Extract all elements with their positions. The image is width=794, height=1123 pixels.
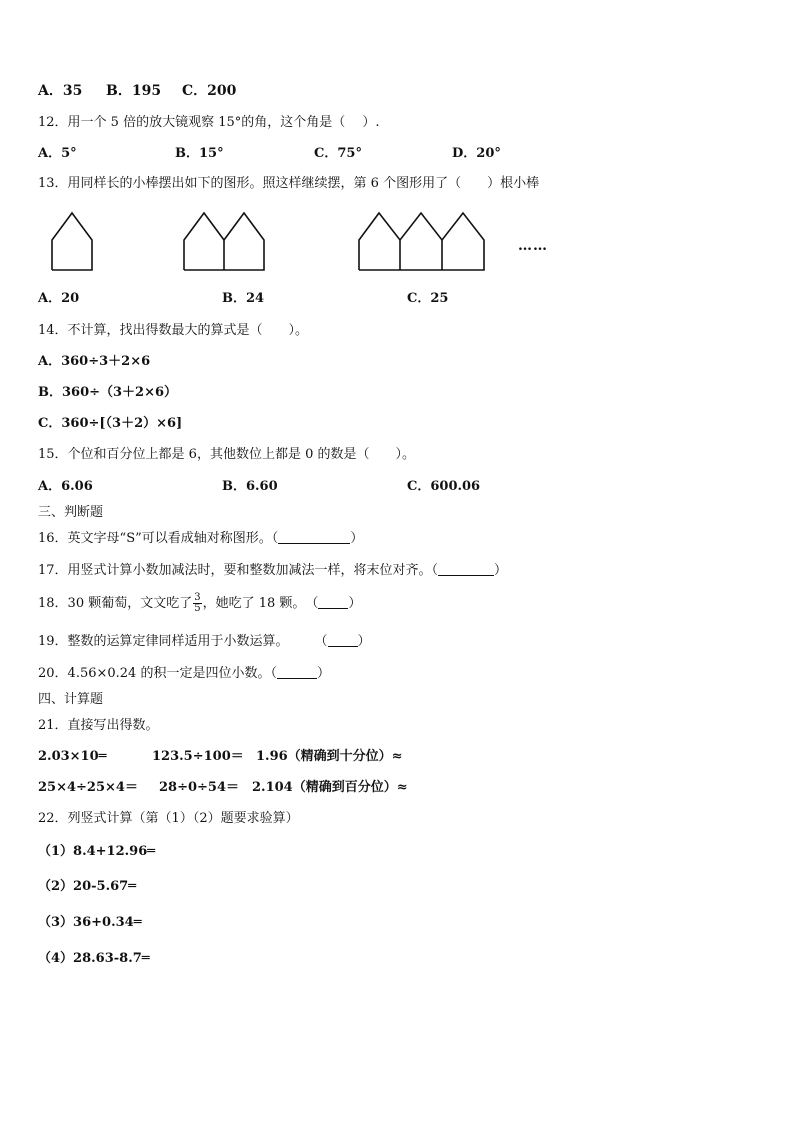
section-heading-calculation: 四、计算题 xyxy=(38,692,104,707)
fraction-denominator: 5 xyxy=(194,603,201,614)
q15-option-c: C．600.06 xyxy=(407,479,481,494)
q19-answer-blank[interactable] xyxy=(328,634,358,647)
q20-stem: 20．4.56×0.24 的积一定是四位小数。（ xyxy=(38,666,277,681)
q12-stem: 12．用一个 5 倍的放大镜观察 15°的角，这个角是（ ）. xyxy=(38,115,380,130)
q16-text xyxy=(38,530,363,548)
q22-item-1: （1）8.4+12.96═ xyxy=(38,844,156,859)
q22-item-4: （4）28.63-8.7═ xyxy=(38,951,150,966)
q12-option-d: D．20° xyxy=(452,146,501,161)
q13-option-b: B．24 xyxy=(222,291,265,306)
q19-text xyxy=(38,633,371,651)
q13-stem-before: 13．用同样长的小棒摆出如下的图形。照这样继续摆，第 6 个图形用了（ xyxy=(38,176,462,191)
q16-answer-blank[interactable] xyxy=(278,531,350,544)
house-figure-2 xyxy=(184,213,264,270)
q18-text xyxy=(38,592,361,616)
q19-stem: 19．整数的运算定律同样适用于小数运算。 （ xyxy=(38,634,328,649)
q19-close: ） xyxy=(357,634,371,649)
q15-stem: 15．个位和百分位上都是 6，其他数位上都是 0 的数是（ ）。 xyxy=(38,447,415,462)
house-figure-3 xyxy=(359,213,484,270)
q11-option-a: A．35 xyxy=(38,83,83,99)
q11-option-b: B．195 xyxy=(106,83,162,99)
q12-option-b: B．15° xyxy=(175,146,224,161)
fraction-numerator: 3 xyxy=(194,592,201,603)
q13-option-a: A．20 xyxy=(38,291,80,306)
q15-option-a: A．6.06 xyxy=(38,479,93,494)
q18-fraction xyxy=(193,593,201,614)
q20-text xyxy=(38,665,330,683)
q22-item-3: （3）36+0.34═ xyxy=(38,915,142,930)
q12-option-a: A．5° xyxy=(38,146,77,161)
q13-figures xyxy=(0,0,794,300)
q13-stem-after: ）根小棒 xyxy=(487,176,540,191)
q21-item: 2.104（精确到百分位）≈ xyxy=(252,780,408,795)
q22-stem: 22．列竖式计算（第（1）（2）题要求验算） xyxy=(38,811,299,826)
section-heading-judgement: 三、判断题 xyxy=(38,505,104,520)
q21-item: 1.96（精确到十分位）≈ xyxy=(256,749,403,764)
q11-option-c: C．200 xyxy=(182,83,237,99)
q21-item: 2.03×10═ xyxy=(38,749,107,764)
q21-item: 28÷0÷54＝ xyxy=(159,780,240,795)
house-figure-1 xyxy=(52,213,92,270)
q21-stem: 21．直接写出得数。 xyxy=(38,718,159,733)
q14-option-c: C．360÷[（3＋2）×6] xyxy=(38,416,183,431)
q14-stem: 14．不计算，找出得数最大的算式是（ ）。 xyxy=(38,323,309,338)
q17-close: ） xyxy=(494,563,508,578)
q18-stem-pre: 18．30 颗葡萄，文文吃了 xyxy=(38,596,193,611)
q21-item: 123.5÷100＝ xyxy=(152,749,244,764)
q15-option-b: B．6.60 xyxy=(222,479,278,494)
q16-close: ） xyxy=(350,531,364,546)
q17-answer-blank[interactable] xyxy=(438,563,494,576)
q17-text xyxy=(38,562,507,580)
q14-option-b: B．360÷（3＋2×6） xyxy=(38,385,178,400)
q22-item-2: （2）20-5.67═ xyxy=(38,879,137,894)
q18-close: ） xyxy=(348,596,362,611)
q20-answer-blank[interactable] xyxy=(277,666,317,679)
q16-stem: 16．英文字母“S”可以看成轴对称图形。（ xyxy=(38,531,279,546)
q20-close: ） xyxy=(316,666,330,681)
q18-answer-blank[interactable] xyxy=(318,596,348,609)
q17-stem: 17．用竖式计算小数加减法时，要和整数加减法一样，将末位对齐。（ xyxy=(38,563,439,578)
q18-stem-post: ，她吃了 18 颗。 （ xyxy=(202,596,319,611)
q21-item: 25×4÷25×4＝ xyxy=(38,780,138,795)
q13-ellipsis: …… xyxy=(518,238,548,254)
q14-option-a: A．360÷3＋2×6 xyxy=(38,354,151,369)
q13-option-c: C．25 xyxy=(407,291,449,306)
q12-option-c: C．75° xyxy=(314,146,362,161)
